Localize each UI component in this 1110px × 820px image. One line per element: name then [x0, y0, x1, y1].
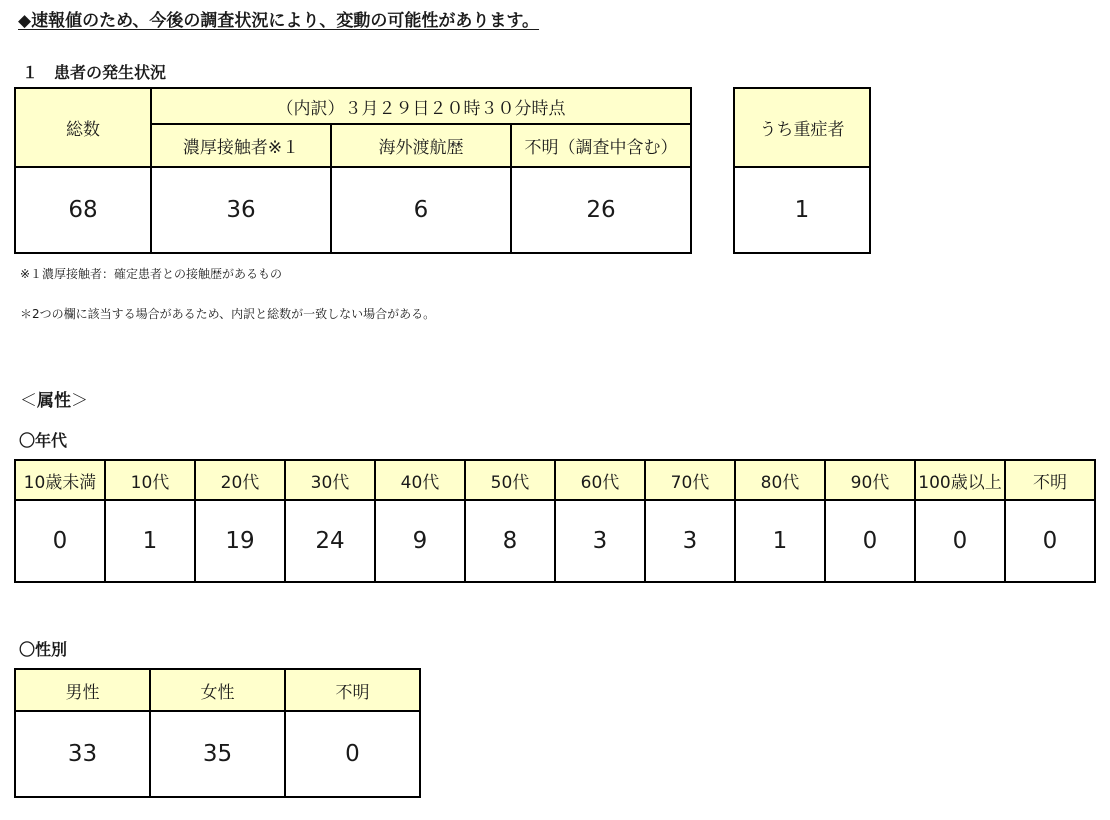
breakdown-header: （内訳）３月２９日２０時３０分時点 [151, 88, 691, 124]
age-value: 1 [735, 500, 825, 582]
attributes-title-text: 属性 [37, 391, 71, 411]
age-header: 10歳未満 [15, 460, 105, 500]
total-value: 68 [15, 167, 151, 253]
age-table [14, 459, 1096, 583]
note-close-contact: ※１濃厚接触者：確定患者との接触歴があるもの [20, 267, 283, 281]
attributes-close-bracket: ＞ [71, 391, 88, 411]
age-header: 10代 [105, 460, 195, 500]
notice-text: ◆速報値のため、今後の調査状況により、変動の可能性があります。 [18, 11, 540, 31]
age-header: 20代 [195, 460, 285, 500]
summary-table [14, 87, 692, 254]
gender-header-unknown: 不明 [285, 669, 420, 711]
attributes-title [20, 386, 88, 411]
age-value: 8 [465, 500, 555, 582]
gender-value-female: 35 [150, 711, 285, 797]
age-value: 24 [285, 500, 375, 582]
close-contact-value: 36 [151, 167, 331, 253]
age-header: 70代 [645, 460, 735, 500]
total-header: 総数 [15, 88, 151, 167]
gender-value-unknown: 0 [285, 711, 420, 797]
age-header: 不明 [1005, 460, 1095, 500]
age-title: 〇年代 [19, 431, 68, 450]
severe-value: 1 [734, 167, 870, 253]
age-header: 100歳以上 [915, 460, 1005, 500]
overseas-value: 6 [331, 167, 511, 253]
age-value: 0 [915, 500, 1005, 582]
severe-header: うち重症者 [734, 88, 870, 167]
severe-table [733, 87, 871, 254]
age-value: 19 [195, 500, 285, 582]
close-contact-header: 濃厚接触者※１ [151, 124, 331, 167]
unknown-value: 26 [511, 167, 691, 253]
age-value: 3 [645, 500, 735, 582]
unknown-header: 不明（調査中含む） [511, 124, 691, 167]
age-value: 1 [105, 500, 195, 582]
overseas-header: 海外渡航歴 [331, 124, 511, 167]
age-header: 50代 [465, 460, 555, 500]
gender-header-female: 女性 [150, 669, 285, 711]
gender-header-male: 男性 [15, 669, 150, 711]
attributes-open-bracket: ＜ [20, 391, 37, 411]
age-header: 30代 [285, 460, 375, 500]
note-mismatch: ＊2つの欄に該当する場合があるため、内訳と総数が一致しない場合がある。 [20, 307, 436, 321]
gender-table [14, 668, 421, 798]
age-value: 9 [375, 500, 465, 582]
gender-value-male: 33 [15, 711, 150, 797]
age-header: 60代 [555, 460, 645, 500]
age-header: 80代 [735, 460, 825, 500]
age-value: 3 [555, 500, 645, 582]
age-header: 40代 [375, 460, 465, 500]
age-value: 0 [825, 500, 915, 582]
age-value: 0 [15, 500, 105, 582]
section-title-patient-status: １ 患者の発生状況 [22, 63, 167, 82]
gender-title: 〇性別 [19, 640, 68, 659]
age-value: 0 [1005, 500, 1095, 582]
age-header: 90代 [825, 460, 915, 500]
